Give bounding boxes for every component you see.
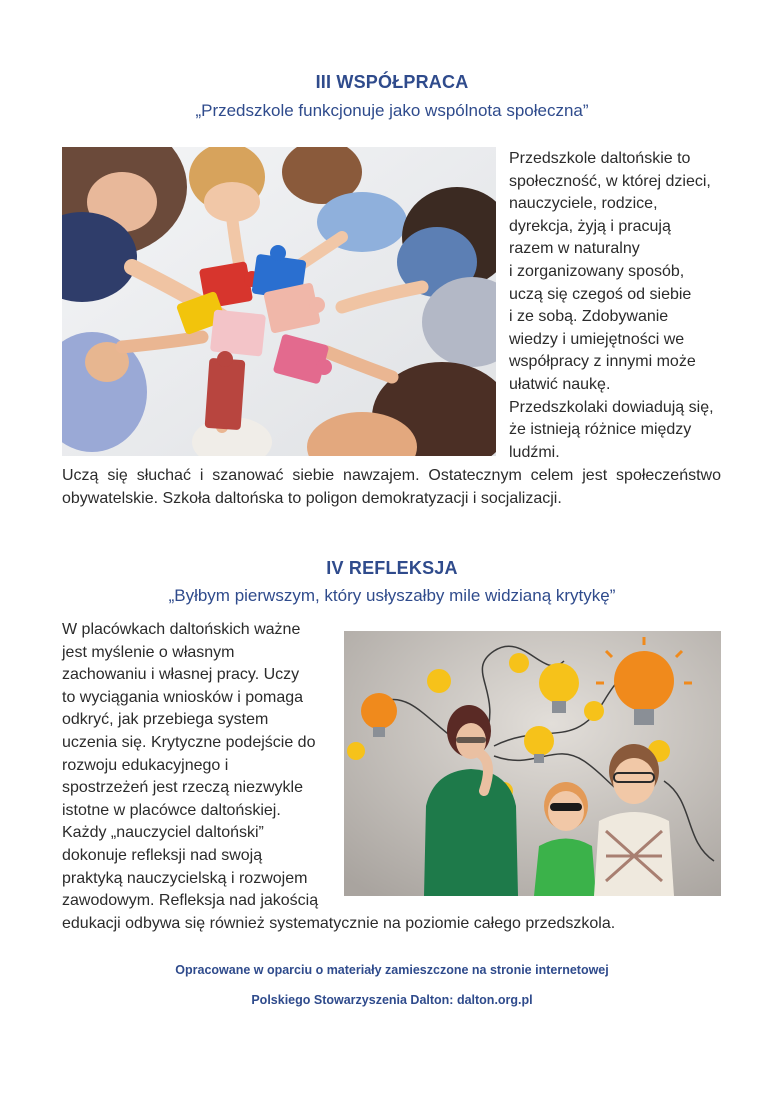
text-line: uczą się czegoś od siebie xyxy=(509,285,692,303)
section-4-side-text xyxy=(62,619,616,935)
puzzle-photo-icon xyxy=(62,147,496,456)
lightbulb-photo xyxy=(344,631,721,896)
text-line: zawodowym. Refleksja nad jakością xyxy=(62,892,319,910)
text-line: praktyką nauczycielską i rozwojem xyxy=(62,869,308,887)
text-line: zachowaniu i własnej pracy. Uczy xyxy=(62,666,300,684)
text-line: razem w naturalny xyxy=(509,240,640,258)
text-line: Przedszkole daltońskie to xyxy=(509,150,691,167)
text-line: uczenia się. Krytyczne podejście do xyxy=(62,733,316,751)
text-line: że istnieją różnice między xyxy=(509,421,692,439)
text-line: nauczyciele, rodzice, xyxy=(509,195,658,213)
text-line: wiedzy i umiejętności we xyxy=(509,330,685,348)
text-line: istotne w placówce daltońskiej. xyxy=(62,801,281,819)
lightbulb-photo-icon xyxy=(344,631,721,896)
text-line: ułatwić naukę. xyxy=(509,375,611,393)
text-line: współpracy z innymi może xyxy=(509,353,696,371)
text-line: odkryć, jak przebiega system xyxy=(62,711,269,729)
text-line: i ze sobą. Zdobywanie xyxy=(509,308,669,326)
text-line: Każdy „nauczyciel daltoński” xyxy=(62,824,264,842)
section-3-subtitle: „Przedszkole funkcjonuje jako wspólnota społeczna” xyxy=(195,101,589,120)
text-line: W placówkach daltońskich ważne xyxy=(62,621,301,638)
text-line: dyrekcja, żyją i pracują xyxy=(509,217,671,235)
text-line: i zorganizowany sposób, xyxy=(509,262,685,280)
section-4-subtitle: „Byłbym pierwszym, który usłyszałby mile widzianą krytykę” xyxy=(168,586,616,605)
text-line: spostrzeżeń jest rzeczą niezwykle xyxy=(62,779,303,797)
text-line: edukacji odbywa się również systematycznie na poziomie całego przedszkola. xyxy=(62,914,616,932)
text-line: to wyciągania wniosków i pomaga xyxy=(62,688,304,706)
text-line: ludźmi. xyxy=(509,443,560,461)
section-3-body-text: Uczą się słuchać i szanować siebie nawzajem. Ostatecznym celem jest społeczeństwo obywatelskie. Szkoła daltońska to poligon demokratyzacji i socjalizacji. xyxy=(62,467,721,507)
text-line: jest myślenie o własnym xyxy=(62,643,235,661)
puzzle-photo xyxy=(62,147,496,456)
text-line: społeczność, w której dzieci, xyxy=(509,172,711,190)
text-line: Przedszkolaki dowiadują się, xyxy=(509,398,714,416)
footer-line-2: Polskiego Stowarzyszenia Dalton: dalton.org.pl xyxy=(251,993,533,1007)
section-4-heading: IV REFLEKSJA xyxy=(326,558,458,578)
section-3-side-text xyxy=(509,148,729,464)
footer-line-1: Opracowane w oparciu o materiały zamieszczone na stronie internetowej xyxy=(175,963,609,977)
text-line: dokonuje refleksji nad swoją xyxy=(62,846,263,864)
section-3-heading: III WSPÓŁPRACA xyxy=(315,72,469,92)
text-line: rozwoju edukacyjnego i xyxy=(62,756,229,774)
